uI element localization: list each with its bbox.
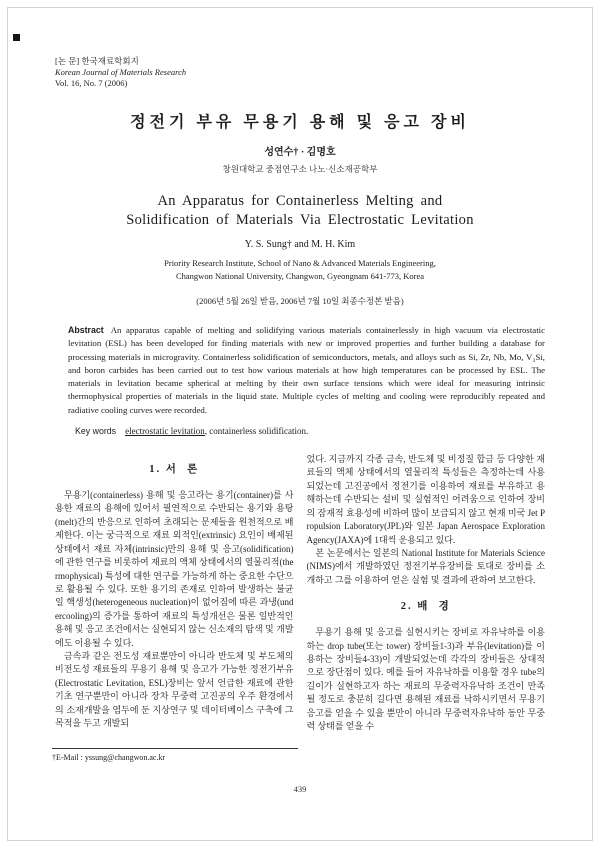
- page-content: [55, 56, 545, 785]
- affiliation-english-line2: Changwon National University, Changwon, Gyeongnam 641-773, Korea: [175, 270, 425, 281]
- keywords-line: [75, 426, 545, 436]
- title-english: [55, 192, 545, 230]
- section-1-heading: 1. 서 론: [149, 464, 200, 476]
- intro-paragraph-2-continued: 었다. 지금까지 각종 금속, 반도체 및 비정질 합금 등 다양한 재료들의 액체 상태에서의 열물리적 특성들은 측정하는데 사용되었는데 고진공에서 정전기를 이용하여 재료를 부유하고 용해하는데 수반되는 설비 및 실험적인 어려움으로 인하여 장비의 잠재적 효용성에 비하여 많이 보급되지 않고 현재 미국 Jet Propulsion Laboratory(JPL)와 일본 Japan Aerospace Exploration Agency(JAXA)에 1대씩 운용되고 있다.: [306, 454, 545, 545]
- journal-header: [55, 56, 545, 89]
- abstract-label: Abstract: [68, 325, 104, 335]
- abstract: [68, 324, 545, 417]
- keywords-label: Key words: [75, 426, 117, 437]
- title-english-line1: An Apparatus for Containerless Melting and: [157, 193, 443, 209]
- keyword-rest: , containerless solidification.: [204, 426, 309, 437]
- affiliation-english-line1: Priority Research Institute, School of Nano & Advanced Materials Engineering,: [164, 258, 436, 268]
- received-dates: (2006년 5월 26일 받음, 2006년 7월 10일 최종수정본 받음): [196, 296, 404, 306]
- intro-paragraph-1: 무용기(containerless) 용해 및 응고라는 용기(container)를 사용한 재료의 용해에 있어서 필연적으로 수반되는 용기와 용탕(melt)간의 반응으로 인하여 초래되는 문제들을 원천적으로 배제한다. 이는 궁극적으로 재료 외적인(extrinsic) 요인이 배제된 상태에서 재료 자체(intrinsic)만의 용해 및 응고(solidification)에 관한 연구를 비롯하여 재료의 액체 상태에서의 열물리적(thermophysical) 특성에 대한 연구를 가능하게 하는 중요한 수단으로 활용될 수 있다. 또한 용기의 존재로 인하여 발생하는 불균일 핵생성(heterogeneous nucleation)이 없어짐에 따른 과냉(undercooling)의 증가를 통하여 재료의 특성개선은 물론 일반적인 용해 및 응고 조건에서는 실현되지 않는 신소재의 탐색 및 개발에도 이용될 수 있다.: [55, 490, 294, 648]
- abstract-text: An apparatus capable of melting and solidifying various materials containerlessly in high vacuum via electrostatic levitation (ESL) has been developed for finding materials with new or improved properties and further building a database for processing materials in microgravity. Containerless solidification of semiconductors, metals, and alloys such as Si, Zr, Nb, Mo, V₃Si, and boron carbides has been carried out to test how various materials at how high temperatures can be processed by ESL. The materials in levitation became spherical at melting by their own surface tensions which were ideal for measuring intrinsic thermophysical properties of materials in the liquid state. Multiple cycles of melting and cooling were reproducibly repeated and radiative cooling curves were recorded.: [68, 325, 545, 415]
- intro-paragraph-3: 본 논문에서는 일본의 National Institute for Materials Science(NIMS)에서 개발하였던 정전기부유장비를 토대로 장비를 소개하고 그를 이용하여 얻은 실험 및 결과에 관하여 보고한다.: [306, 547, 545, 585]
- affiliation-english: [55, 257, 545, 282]
- background-paragraph-1: 무용기 용해 및 응고를 실현시키는 장비로 자유낙하를 이용하는 drop tube(또는 tower) 장비들1-3)과 부유(levitation)를 이용하는 장비들4-33)이 개발되었는데 각각의 장비들은 상대적으로 장단점이 있다. 예를 들어 자유낙하를 이용할 경우 tube의 길이가 실현하고자 하는 재료의 무중력자유낙하 조건이 만족될 정도로 충분히 길다면 용해된 재료를 낙하시키면서 무용기 응고를 얻을 수 있을 뿐만이 아니라 무중력자유낙하 동안 무중력 상태를 얻을 수: [306, 627, 545, 731]
- email-footnote: †E-Mail : yssung@changwon.ac.kr: [52, 748, 298, 762]
- right-column: [307, 453, 546, 785]
- page-number: 439: [293, 784, 307, 794]
- authors-english: Y. S. Sung† and M. H. Kim: [244, 239, 356, 250]
- affiliation-korean: 창원대학교 중점연구소 나노·신소재공학부: [222, 164, 378, 174]
- article-type-tag: [논 문] 한국재료학회지: [55, 56, 139, 66]
- authors-korean: 성연수† · 김명호: [264, 147, 336, 158]
- section-2-heading: 2. 배 경: [400, 601, 451, 613]
- title-english-line2: Solidification of Materials Via Electrostatic Levitation: [126, 212, 474, 228]
- left-column: [55, 453, 294, 785]
- corner-registration-mark: [13, 34, 20, 41]
- body-columns: [55, 453, 545, 785]
- title-korean: 정전기 부유 무용기 용해 및 응고 장비: [130, 114, 470, 131]
- journal-volume: Vol. 16, No. 7 (2006): [55, 78, 128, 88]
- keyword-electrostatic-levitation: electrostatic levitation: [125, 426, 205, 437]
- journal-name: Korean Journal of Materials Research: [55, 67, 187, 77]
- intro-paragraph-2: 금속과 같은 전도성 재료뿐만이 아니라 반도체 및 부도체의 비전도성 재료들의 무용기 용해 및 응고가 가능한 정전기부유(Electrostatic Levitation, ESL)장비는 앞서 언급한 재료에 관한 기초 연구뿐만이 아니라 장차 무중력 고진공의 우주 환경에서의 소재개발을 염두에 둔 지상연구 및 데이터베이스 구축에 그 목적을 두고 개발되: [55, 650, 294, 728]
